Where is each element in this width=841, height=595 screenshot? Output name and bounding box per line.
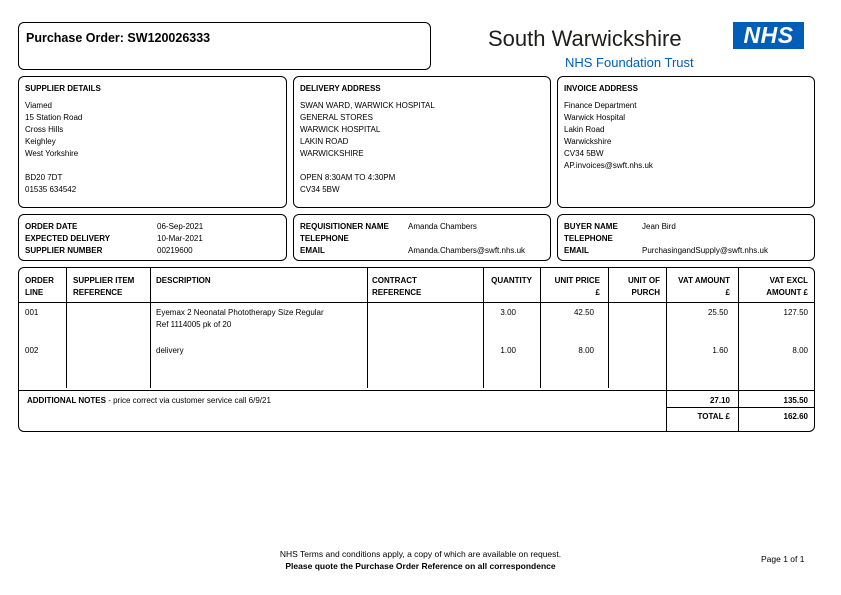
row-1-description: Eyemax 2 Neonatal Phototherapy Size Regular Ref 1114005 pk of 20 [156, 308, 324, 329]
invoice-address-box [557, 76, 815, 208]
buyer-email: PurchasingandSupply@swft.nhs.uk [642, 246, 768, 255]
header-vat-excl: VAT EXCL AMOUNT £ [766, 276, 808, 297]
notes-label: ADDITIONAL NOTES [27, 396, 106, 405]
delivery-address: SWAN WARD, WARWICK HOSPITAL GENERAL STORES WARWICK HOSPITAL LAKIN ROAD WARWICKSHIRE OPEN 8:30AM TO 4:30PM CV34 5BW [300, 101, 435, 194]
order-lines-table [18, 267, 815, 432]
row-2-unit-price: 8.00 [578, 346, 594, 355]
row-2-description: delivery [156, 346, 184, 355]
order-values: 06-Sep-2021 10-Mar-2021 00219600 [157, 222, 204, 255]
row-2-vat-excl: 8.00 [792, 346, 808, 355]
requisitioner-box [293, 214, 551, 261]
order-info-box [18, 214, 287, 261]
invoice-heading: INVOICE ADDRESS [564, 84, 638, 93]
header-divider [19, 302, 814, 303]
delivery-address-box [293, 76, 551, 208]
row-1-line: 001 [25, 308, 39, 317]
row-1-vat-excl: 127.50 [783, 308, 808, 317]
invoice-address: Finance Department Warwick Hospital Lakin Road Warwickshire CV34 5BW AP.invoices@swft.nhs.uk [564, 101, 653, 170]
notes-text: - price correct via customer service call 6/9/21 [105, 396, 271, 405]
po-title: Purchase Order: SW120026333 [26, 31, 211, 45]
vat-excl-total: 135.50 [783, 396, 808, 405]
header-unit-of-purch: UNIT OF PURCH [628, 276, 660, 297]
header-unit-price: UNIT PRICE £ [554, 276, 600, 297]
header-order-line: ORDER LINE [25, 276, 54, 297]
buyer-box [557, 214, 815, 261]
terms-text: NHS Terms and conditions apply, a copy of which are available on request. [279, 549, 562, 559]
totals-divider [666, 407, 814, 408]
col-divider [483, 268, 484, 388]
row-1-unit-price: 42.50 [573, 308, 594, 317]
row-2-line: 002 [25, 346, 39, 355]
requisitioner-name: Amanda Chambers [408, 222, 477, 231]
order-labels: ORDER DATE EXPECTED DELIVERY SUPPLIER NUMBER [25, 222, 111, 255]
requisitioner-email: Amanda.Chambers@swft.nhs.uk [408, 246, 526, 255]
buyer-name: Jean Bird [642, 222, 676, 231]
header-description: DESCRIPTION [156, 276, 211, 285]
row-1-vat-amount: 25.50 [707, 308, 728, 317]
total-label: TOTAL £ [697, 412, 730, 421]
col-divider [367, 268, 368, 388]
supplier-details-box [18, 76, 287, 208]
additional-notes [27, 395, 271, 407]
delivery-heading: DELIVERY ADDRESS [300, 84, 381, 93]
supplier-address: Viamed 15 Station Road Cross Hills Keighley West Yorkshire BD20 7DT 01535 634542 [25, 101, 83, 194]
po-title-box [18, 22, 431, 70]
nhs-logo: NHS [733, 22, 804, 49]
org-name: South Warwickshire [488, 26, 682, 51]
col-divider [150, 268, 151, 388]
org-subtitle: NHS Foundation Trust [565, 55, 694, 70]
grand-total: 162.60 [783, 412, 808, 421]
requisitioner-labels: REQUISITIONER NAME TELEPHONE EMAIL [300, 222, 389, 255]
header-quantity: QUANTITY [491, 276, 532, 285]
header-supplier-ref: SUPPLIER ITEM REFERENCE [73, 276, 135, 297]
header-contract-ref: CONTRACT REFERENCE [372, 276, 422, 297]
col-divider [66, 268, 67, 388]
buyer-labels: BUYER NAME TELEPHONE EMAIL [564, 222, 618, 255]
notes-divider [19, 390, 814, 391]
header-vat-amount: VAT AMOUNT £ [678, 276, 730, 297]
col-divider [540, 268, 541, 388]
vat-total: 27.10 [709, 396, 730, 405]
col-divider [608, 268, 609, 388]
supplier-heading: SUPPLIER DETAILS [25, 84, 101, 93]
quote-reference-text: Please quote the Purchase Order Reference on all correspondence [285, 561, 556, 571]
row-2-vat-amount: 1.60 [712, 346, 728, 355]
row-2-quantity: 1.00 [500, 346, 516, 355]
row-1-quantity: 3.00 [500, 308, 516, 317]
page-number: Page 1 of 1 [761, 554, 805, 564]
